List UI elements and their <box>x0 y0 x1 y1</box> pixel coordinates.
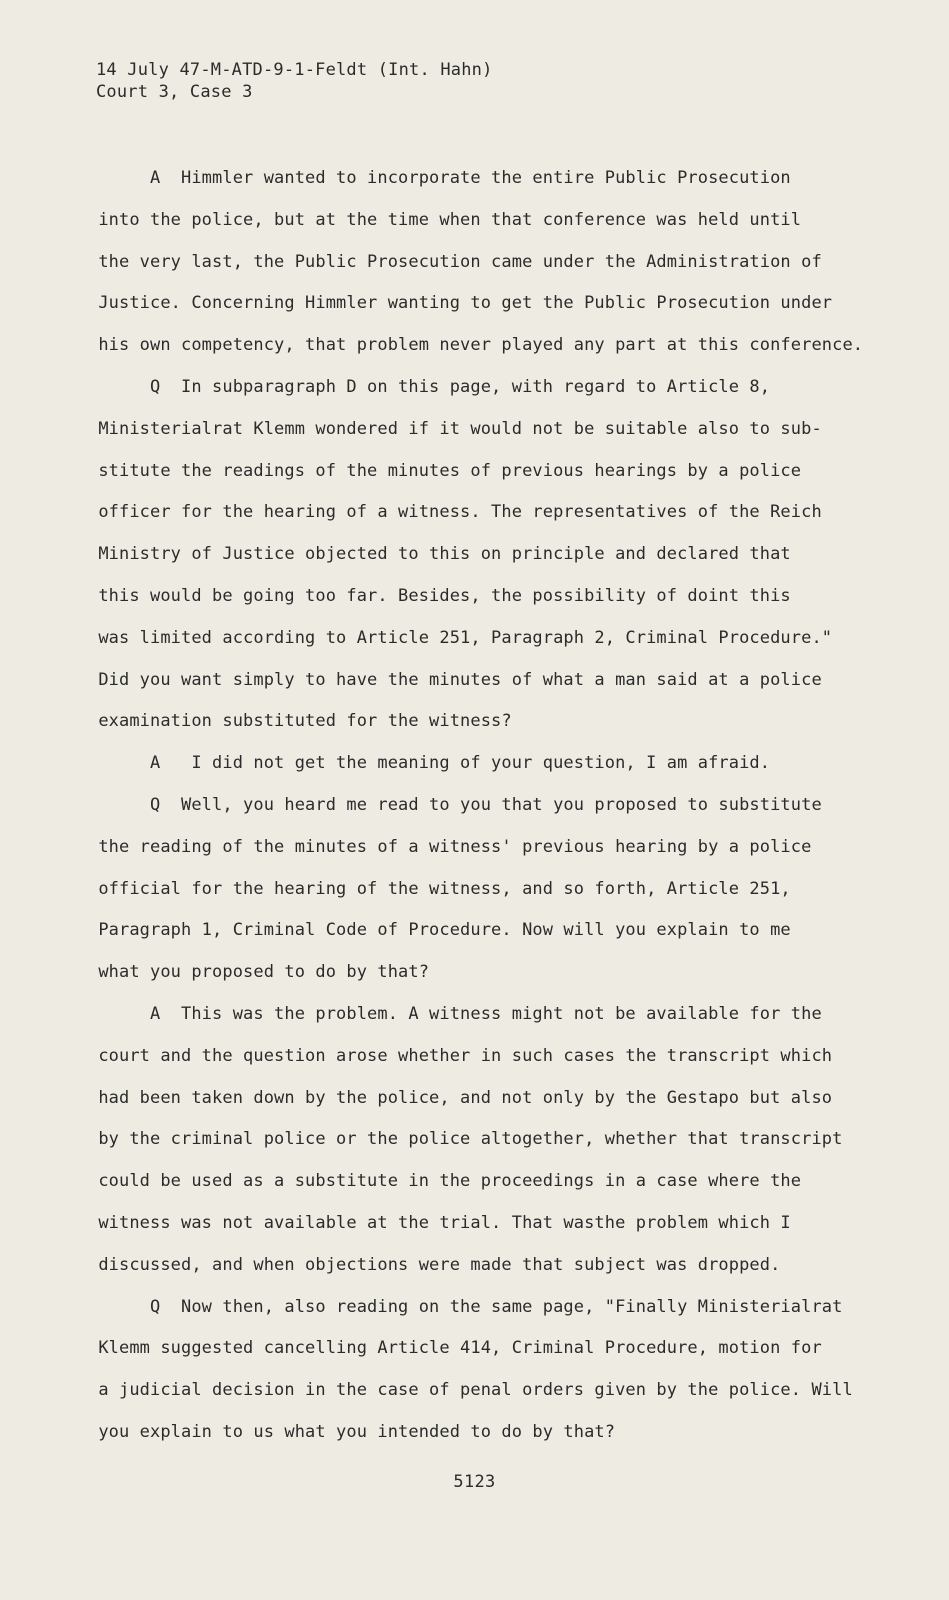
transcript-body <box>88 158 868 1454</box>
transcript-line: Q Now then, also reading on the same page, "Finally Ministerialrat <box>88 1296 843 1317</box>
transcript-line: his own competency, that problem never played any part at this conference. <box>88 335 864 356</box>
transcript-line: by the criminal police or the police altogether, whether that transcript <box>88 1129 843 1150</box>
transcript-line: A I did not get the meaning of your question, I am afraid. <box>88 753 771 774</box>
header-session-line: 14 July 47-M-ATD-9-1-Feldt (Int. Hahn) <box>96 60 493 80</box>
transcript-line: Klemm suggested cancelling Article 414, Criminal Procedure, motion for <box>88 1338 822 1359</box>
transcript-line: into the police, but at the time when that conference was held until <box>88 209 802 230</box>
transcript-line: Did you want simply to have the minutes of what a man said at a police <box>88 669 822 690</box>
transcript-line: officer for the hearing of a witness. The representatives of the Reich <box>88 502 822 523</box>
transcript-line: this would be going too far. Besides, the possibility of doint this <box>88 585 791 606</box>
transcript-line: A Himmler wanted to incorporate the entire Public Prosecution <box>88 168 791 188</box>
header-court-line: Court 3, Case 3 <box>96 82 253 102</box>
transcript-line: Paragraph 1, Criminal Code of Procedure. Now will you explain to me <box>88 920 791 941</box>
transcript-line: had been taken down by the police, and not only by the Gestapo but also <box>88 1087 833 1108</box>
transcript-line: Ministerialrat Klemm wondered if it would not be suitable also to sub- <box>88 418 822 439</box>
transcript-line: could be used as a substitute in the proceedings in a case where the <box>88 1171 802 1192</box>
transcript-line: court and the question arose whether in such cases the transcript which <box>88 1045 833 1066</box>
transcript-line: Q In subparagraph D on this page, with regard to Article 8, <box>88 376 771 397</box>
document-header <box>96 59 493 103</box>
transcript-line: the very last, the Public Prosecution came under the Administration of <box>88 251 822 272</box>
transcript-line: discussed, and when objections were made that subject was dropped. <box>88 1254 781 1275</box>
transcript-line: witness was not available at the trial. That wasthe problem which I <box>88 1212 791 1233</box>
transcript-line: Ministry of Justice objected to this on principle and declared that <box>88 544 791 565</box>
transcript-line: examination substituted for the witness? <box>88 711 512 732</box>
transcript-line: a judicial decision in the case of penal orders given by the police. Will <box>88 1380 853 1401</box>
transcript-line: what you proposed to do by that? <box>88 962 430 983</box>
transcript-line: Justice. Concerning Himmler wanting to get the Public Prosecution under <box>88 293 833 314</box>
page-number: 5123 <box>453 1472 496 1492</box>
transcript-line: official for the hearing of the witness, and so forth, Article 251, <box>88 878 791 899</box>
transcript-line: Q Well, you heard me read to you that you proposed to substitute <box>88 794 822 815</box>
transcript-line: was limited according to Article 251, Paragraph 2, Criminal Procedure." <box>88 627 833 648</box>
transcript-line: you explain to us what you intended to do by that? <box>88 1421 616 1442</box>
transcript-line: A This was the problem. A witness might not be available for the <box>88 1003 822 1024</box>
transcript-line: the reading of the minutes of a witness' previous hearing by a police <box>88 836 812 857</box>
transcript-line: stitute the readings of the minutes of previous hearings by a police <box>88 460 802 481</box>
